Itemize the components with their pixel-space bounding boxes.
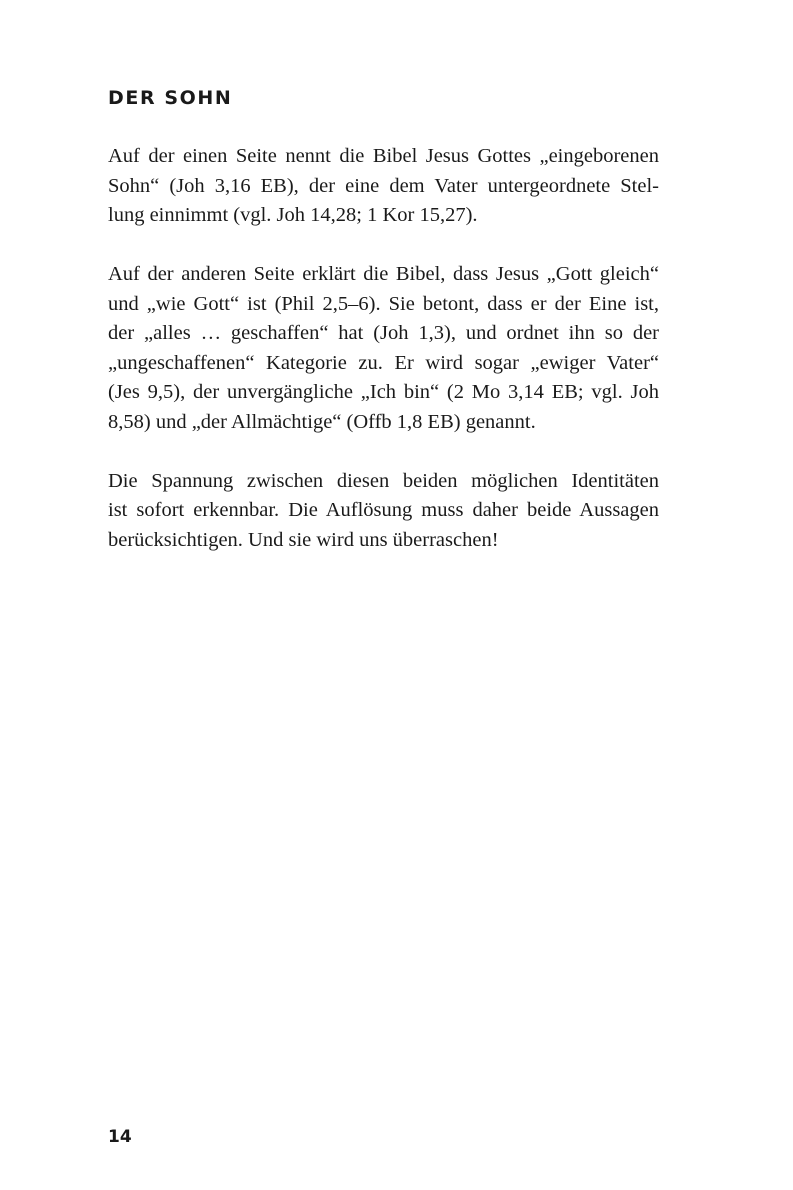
text-line: Auf der einen Seite nennt die Bibel Jesus Gottes „eingeborenen bbox=[108, 145, 659, 167]
text-line: lung einnimmt (vgl. Joh 14,28; 1 Kor 15,27). bbox=[108, 204, 478, 226]
page-number: 14 bbox=[108, 1127, 132, 1147]
text-line: und „wie Gott“ ist (Phil 2,5–6). Sie betont, dass er der Eine ist, bbox=[108, 292, 659, 315]
paragraph-1 bbox=[108, 142, 659, 231]
body-text bbox=[108, 142, 659, 585]
text-line: „ungeschaffenen“ Kategorie zu. Er wird sogar „ewiger Vater“ bbox=[108, 351, 659, 374]
text-line: (Jes 9,5), der unvergängliche „Ich bin“ (2 Mo 3,14 EB; vgl. Joh bbox=[108, 381, 659, 403]
text-line: 8,58) und „der Allmächtige“ (Offb 1,8 EB) genannt. bbox=[108, 410, 536, 433]
text-line: Die Spannung zwischen diesen beiden möglichen Identitäten bbox=[108, 469, 659, 492]
text-line: berücksichtigen. Und sie wird uns überraschen! bbox=[108, 528, 499, 551]
paragraph-2 bbox=[108, 260, 659, 437]
paragraph-3 bbox=[108, 467, 659, 556]
text-line: ist sofort erkennbar. Die Auflösung muss daher beide Aussagen bbox=[108, 499, 659, 521]
section-heading: DER SOHN bbox=[108, 87, 233, 109]
text-line: Auf der anderen Seite erklärt die Bibel, dass Jesus „Gott gleich“ bbox=[108, 263, 659, 285]
text-line: Sohn“ (Joh 3,16 EB), der eine dem Vater untergeordnete Stel- bbox=[108, 174, 659, 197]
text-line: der „alles … geschaffen“ hat (Joh 1,3), und ordnet ihn so der bbox=[108, 322, 659, 344]
